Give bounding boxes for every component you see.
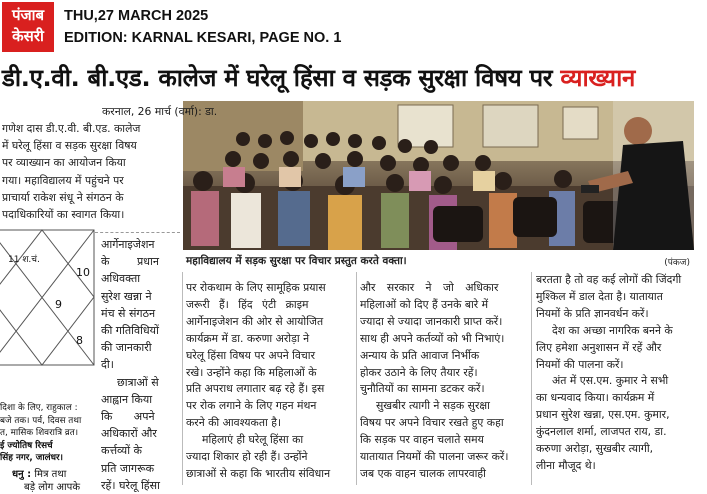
panchang-line: त, मासिक शिवरात्रि व्रत।: [0, 428, 79, 438]
col3-line: विषय पर अपने विचार रखते हुए कहा: [360, 416, 504, 430]
column-divider: [531, 272, 532, 485]
headline-highlight: व्याख्यान: [560, 64, 636, 92]
photo-caption-text: महाविद्यालय में सड़क सुरक्षा पर विचार प्रस्तुत करते वक्ता।: [186, 255, 407, 267]
event-photo: [183, 101, 694, 250]
headline-main: डी.ए.वी. बी.एड. कालेज में घरेलू हिंसा व सड़क सुरक्षा विषय पर: [2, 64, 561, 92]
col1-narrow-line: छात्राओं से: [117, 375, 159, 389]
col4-line: का धन्यवाद किया। कार्यक्रम में: [536, 391, 655, 405]
col1-narrow-line: कर्त्तव्यों के: [101, 444, 142, 458]
col4-line: लिए हमेशा अनुशासन में रहें और: [536, 340, 662, 354]
article-column-4: [536, 272, 704, 475]
col2-line: आर्गेनाइजेशन की ओर से आयोजित: [186, 314, 324, 328]
article-column-1-narrow: [101, 236, 179, 494]
col1-line: गणेश दास डी.ए.वी. बी.एड. कालेज: [2, 122, 141, 135]
col1-narrow-line: प्रति जागरूक: [101, 461, 155, 475]
col1-line: पर व्याख्यान का आयोजन किया: [2, 156, 126, 170]
rashi-text: मित्र तथा: [34, 469, 67, 480]
col3-line: सुखबीर त्यागी ने सड़क सुरक्षा: [376, 399, 490, 413]
col1-line: पदाधिकारियों का स्वागत किया।: [2, 208, 125, 222]
col3-line: अन्याय के प्रति आवाज निर्भीक: [360, 348, 480, 362]
edition-info: EDITION: KARNAL KESARI, PAGE NO. 1: [64, 30, 342, 46]
logo-line-1: पंजाब: [11, 6, 45, 24]
col4-line: नियमों की पालना करें।: [536, 357, 624, 371]
kundli-house-number: 10: [76, 266, 90, 279]
article-column-1-top: [95, 103, 218, 120]
col3-line: महिलाओं को दिए हैं उनके बारे में: [360, 297, 489, 311]
col4-line: मुश्किल में डाल देता है। यातायात: [536, 289, 663, 303]
col1-narrow-line: सुरेश खन्ना ने: [101, 289, 152, 303]
panchang-line: बजे तक। पर्व, दिवस तथा: [0, 415, 82, 426]
col2-line: महिलाएं ही घरेलू हिंसा का: [202, 433, 304, 447]
col3-line: और सरकार ने जो अधिकार: [360, 281, 499, 294]
col2-line: छात्राओं से कहा कि भारतीय संविधान: [186, 466, 331, 480]
horoscope-sidebar: [0, 222, 95, 493]
col2-line: पर रोक लगाने के लिए गहन मंथन: [186, 399, 317, 413]
col3-line: होकर उठाने के लिए तैयार रहें।: [360, 365, 478, 379]
rashi-entry: [0, 468, 95, 494]
col1-narrow-line: कि अपने: [101, 410, 155, 424]
col1-line: प्राचार्या राकेश संधू ने संगठन के: [2, 190, 124, 204]
col1-narrow-line: मंच से संगठन: [101, 306, 156, 320]
article-column-3: [360, 280, 528, 483]
col3-line: साथ ही अपने कर्तव्यों को भी निभाएं।: [360, 331, 505, 345]
rashi-text-2: बड़े लोग आपके: [24, 482, 80, 493]
section-divider: [95, 232, 180, 233]
col2-line: कार्यक्रम में डा. करुणा अरोड़ा ने: [186, 331, 310, 345]
audience-illustration: [183, 101, 694, 250]
article-headline: [2, 61, 707, 94]
col1-line: गया। महाविद्यालय में पहुंचने पर: [2, 173, 124, 187]
column-divider: [182, 272, 183, 485]
col2-line: जरूरी हैं। हिंद एंटी क्राइम: [186, 297, 309, 311]
col1-narrow-line: के प्रधान: [101, 255, 159, 269]
col4-line: देश का अच्छा नागरिक बनने के: [552, 323, 673, 337]
photo-credit: (पंकज): [664, 258, 690, 268]
col4-line: नियमों के प्रति ज्ञानवर्धन करें।: [536, 306, 649, 320]
col4-line: करुणा अरोड़ा, सुखबीर त्यागी,: [536, 442, 654, 456]
col1-narrow-line: दी।: [101, 358, 114, 372]
col1-narrow-line: आर्गेनाइजेशन: [101, 238, 155, 251]
logo-line-2: केसरी: [12, 27, 44, 45]
kundli-house-label: 11 श.चं.: [8, 255, 40, 265]
col3-line: जब एक वाहन चालक लापरवाही: [360, 466, 486, 480]
col1-line: में घरेलू हिंसा व सड़क सुरक्षा विषय: [2, 139, 137, 153]
kundli-house-number: 9: [55, 298, 62, 311]
col1-narrow-line: की जानकारी: [101, 341, 152, 355]
panchang-line: दिशा के लिए, राहुकाल :: [0, 403, 78, 413]
col2-line: ज्यादा शिकार हो रही हैं। उन्होंने: [186, 450, 308, 464]
col4-line: अंत में एस.एम. कुमार ने सभी: [552, 374, 669, 388]
col4-line: लीना मौजूद थे।: [536, 458, 596, 472]
col4-line: प्रधान सुरेश खन्ना, एस.एम. कुमार,: [536, 408, 670, 422]
col1-narrow-line: अधिकारों और: [101, 427, 157, 441]
col2-line: प्रति अपराध लगातार बढ़ रहे हैं। इस: [186, 382, 325, 396]
col1-narrow-line: की गतिविधियों: [101, 324, 159, 338]
col2-line: रखे। उन्होंने कहा कि महिलाओं के: [186, 365, 317, 379]
col1-narrow-line: आह्वान किया: [101, 392, 153, 406]
col1-narrow-line: रहें। घरेलू हिंसा: [101, 478, 160, 492]
article-column-1-intro: [2, 120, 180, 223]
rashi-label: धनु :: [12, 469, 32, 480]
col3-line: कि सड़क पर वाहन चलाते समय: [360, 433, 484, 447]
col2-line: घरेलू हिंसा विषय पर अपने विचार: [186, 348, 315, 362]
article-column-2: [186, 280, 354, 483]
column-divider: [356, 272, 357, 485]
col1-narrow-line: अधिवक्ता: [101, 272, 141, 286]
col1-line: करनाल, 26 मार्च (वर्मा): डा.: [102, 105, 218, 118]
panchang-line: ई ज्योतिष रिसर्च: [0, 440, 53, 451]
col4-line: कुंदनलाल शर्मा, लाजपत राय, डा.: [536, 425, 667, 439]
col4-line: बरतता है तो वह कई लोगों की जिंदगी: [536, 273, 682, 286]
col3-line: ज्यादा से ज्यादा जानकारी प्राप्त करें।: [360, 314, 503, 328]
punjab-kesari-logo: [2, 2, 54, 52]
publication-date: THU,27 MARCH 2025: [64, 8, 209, 24]
panchang-text: [0, 402, 95, 465]
panchang-line: सिंह नगर, जालंधर।: [0, 453, 63, 463]
photo-caption: [186, 254, 694, 268]
col2-line: पर रोकथाम के लिए सामूहिक प्रयास: [186, 281, 326, 294]
col3-line: यातायात नियमों की पालना जरूर करें।: [360, 450, 509, 464]
kundli-house-number: 8: [76, 334, 83, 347]
col3-line: चुनौतियों का सामना डटकर करें।: [360, 382, 485, 396]
col2-line: करने की आवश्यकता है।: [186, 416, 282, 430]
